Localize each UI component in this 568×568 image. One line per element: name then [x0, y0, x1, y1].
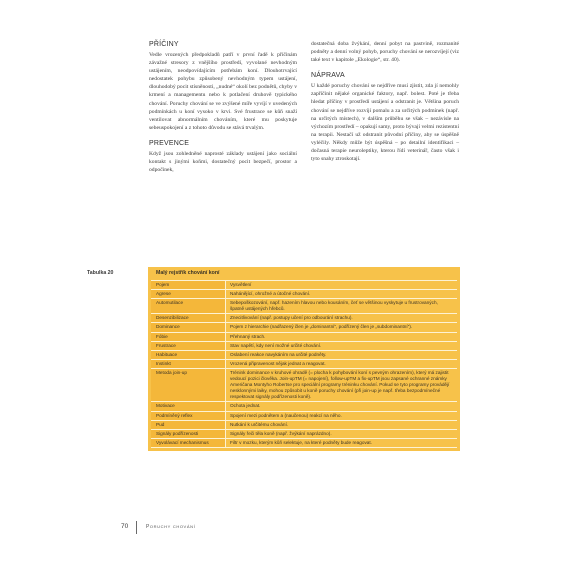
paragraph-priciny: Vedle vrozených předpokladů patří v první řadě k příčinám závažné stresory z vnějšího prostředí, vyvolané nevhodným ustájením, neodpovídajícím potřebám koní. Dlouhotrvající nedostatek pohybu způsobený nevhodným typem ustájení, dlouhodobý pocit stísněnosti, „nudné“ okolí bez podnětů, chyby v krmení a managementu nebo k potlačení druhově typického chování. Poruchy chování se ve zvýšené míře vyvíjí v uvedených podmínkách u koní vysoko v krvi. Své frustrace se kůň snaží ventilovat abnormálním chováním, které mu poskytuje sebeuspokojení a z tohoto důvodu se stává trvalým.	[149, 52, 297, 131]
table-title: Malý rejstřík chování koní	[156, 270, 220, 276]
table-row	[151, 369, 457, 402]
term-cell: Desenzibilizace	[151, 314, 226, 322]
definition-cell: Filtr v mozku, kterým kůň selektuje, na které podněty bude reagovat.	[230, 439, 372, 445]
paragraph-naprava: U každé poruchy chování se nejdříve musí zjistit, zda jí nemohly zapříčinit nějaké organické faktory, např. bolest. Poté je třeba hledat příčiny v prostředí ustájení a odstranit je. Většina poruch chování se nejdříve rozvíjí pomalu a za určitých podmínek (např. na určitých místech), v dalším průběhu se však – nezávisle na výchozím prostředí – opakují samy, proto bývají velmi rezistentní na terapii. Nestačí už odstranit původní příčiny, aby se úspěšně vyléčily. Někdy může být úspěšná – po detailní identifikaci – dočasná terapie neuroleptiky, kterou řídí veterinář, často však i tyto snahy ztroskotají.	[311, 83, 459, 163]
term-cell: Pojem	[151, 281, 226, 289]
term-cell: Agrese	[151, 290, 226, 298]
definition-cell: Signály řeči těla koně (např. žvýkání naprázdno).	[230, 430, 332, 436]
table-row	[151, 290, 457, 299]
definition-cell: Ochota jednat.	[230, 403, 261, 409]
term-cell: Pud	[151, 421, 226, 429]
definition-cell: Vrozená připravenost nějak jednat a reagovat.	[230, 360, 326, 366]
term-cell: Habituace	[151, 351, 226, 359]
table-row	[151, 360, 457, 369]
heading-prevence: PREVENCE	[149, 139, 190, 147]
left-text-column	[149, 40, 297, 174]
table-row	[151, 351, 457, 360]
footer-divider	[136, 521, 137, 534]
heading-priciny: PŘÍČINY	[149, 41, 179, 48]
page-footer	[0, 521, 568, 535]
definition-cell: Nahánějící, ohrožné a útočné chování.	[230, 291, 311, 297]
definition-cell: Oslabení reakce navykáním na určité podněty.	[230, 351, 327, 357]
definition-cell: Znecitlivování (např. postupy učení pro odbourání strachu).	[230, 315, 353, 321]
table-grid	[151, 280, 457, 448]
term-cell: Instinkt	[151, 360, 226, 368]
term-cell: Fóbie	[151, 333, 226, 341]
definition-cell: Přehnaný strach.	[230, 333, 266, 339]
definition-cell: Sebepoškozování, např. hazením hlavou nebo kousáním, čeť se většinou vyskytuje u frustrovaných, špatně ustájených hřebců.	[230, 300, 438, 312]
table-row	[151, 421, 457, 430]
term-cell: Motivace	[151, 402, 226, 410]
table-row	[151, 412, 457, 421]
table-row	[151, 333, 457, 342]
definition-cell: Trénink dominance v kruhové ohradě (= plocha k pohybování koní s pevným ohrazením), který má zajistit vedoucí pozici člověka. Join-upTM (= napojení), follow-upTM a fix-upTM jsou zapsané ochranné známky Američana Montyho Robertse pro speciální programy tréninku chování. Pokud se tyto programy provádějí nesklonnými laiky, mohou způsobit u koně poruchy chování (při join-up je např. třeba bezpodmínečné respektovat signály podřízenosti koně).	[230, 369, 450, 400]
definition-cell: Nutkání k určitému chování.	[230, 421, 289, 427]
table-row	[151, 402, 457, 411]
heading-naprava: NÁPRAVA	[311, 72, 345, 80]
table-row	[151, 299, 457, 314]
right-text-column	[311, 40, 459, 163]
table-row	[151, 430, 457, 439]
definition-cell: Pojem z hierarchie (nadřazený člen je „dominantní“, podřízený člen je „subdominantní“).	[230, 324, 413, 330]
table-row	[151, 342, 457, 351]
table-row	[151, 439, 457, 448]
definition-cell: Spojení mezi podnětem a (naučenou) reakcí na něho.	[230, 412, 342, 418]
table-row	[151, 281, 457, 290]
table-row	[151, 323, 457, 332]
term-cell: Vyvolávací mechanismus	[151, 439, 226, 447]
running-section-title: Poruchy chování	[146, 524, 196, 530]
term-cell: Metoda join-up	[151, 369, 226, 401]
term-cell: Signály podřízenosti	[151, 430, 226, 438]
term-cell: Frustrace	[151, 342, 226, 350]
term-cell: Automutilace	[151, 299, 226, 313]
page-number: 70	[121, 523, 129, 530]
definition-cell: Vysvětlení	[230, 282, 252, 287]
term-cell: Podmíněný reflex	[151, 412, 226, 420]
behavior-glossary-table	[148, 267, 460, 451]
table-row	[151, 314, 457, 323]
paragraph-prevence: Když jsou zohledněné naprosté základy ustájení jako sociální kontakt s jinými koňmi, dostatečný pocit bezpečí, prostor a odpočinek,	[149, 150, 297, 174]
paragraph-prevence-cont: dostatečná doba žvýkání, denní pobyt na pastvině, rozmanité podněty a denní volný pohyb, poruchy chování se nerozvíjejí (viz také text v kapitole „Ekologie“, str. 40).	[311, 41, 459, 64]
table-label: Tabulka 20	[87, 270, 114, 276]
definition-cell: Stav napětí, kdy není možné určité chování.	[230, 342, 322, 348]
term-cell: Dominance	[151, 323, 226, 331]
